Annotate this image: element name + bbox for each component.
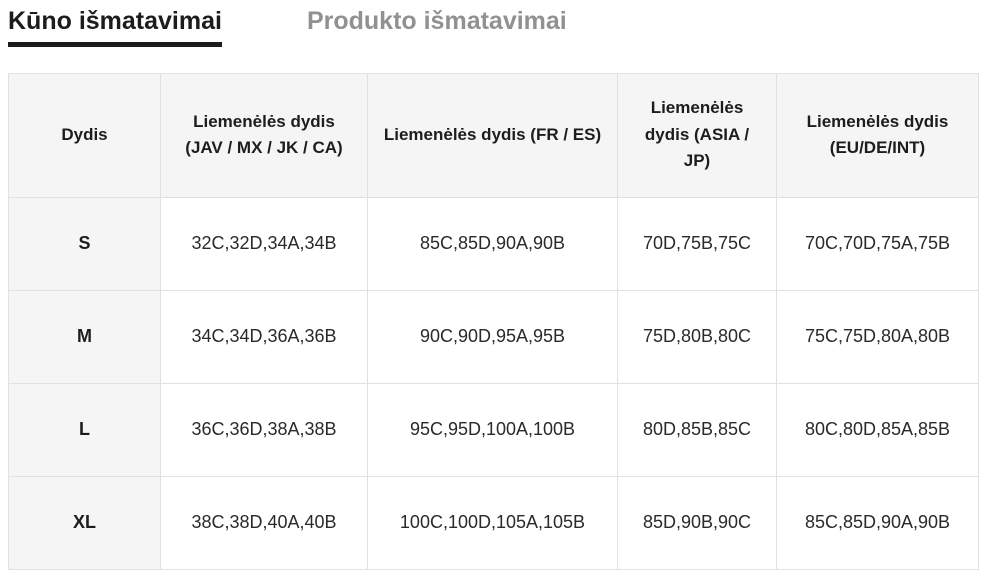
table-row [9,383,979,476]
table-cell: 90C,90D,95A,95B [368,290,618,383]
table-cell: 70C,70D,75A,75B [777,197,979,290]
column-header-eu-de-int: Liemenėlės dydis (EU/DE/INT) [777,73,979,197]
table-cell: 80D,85B,85C [618,383,777,476]
table-cell: 95C,95D,100A,100B [368,383,618,476]
tab-product-measurements[interactable]: Produkto išmatavimai [306,7,567,35]
tab-body-measurements[interactable]: Kūno išmatavimai [8,8,222,47]
table-header-row [9,73,979,197]
column-header-asia-jp: Liemenėlės dydis (ASIA / JP) [618,73,777,197]
size-table [8,73,979,570]
table-row [9,290,979,383]
column-header-size: Dydis [9,73,161,197]
table-cell: 80C,80D,85A,85B [777,383,979,476]
row-label-s: S [9,197,161,290]
row-label-l: L [9,383,161,476]
table-cell: 32C,32D,34A,34B [161,197,368,290]
table-cell: 34C,34D,36A,36B [161,290,368,383]
row-label-xl: XL [9,476,161,569]
table-cell: 85C,85D,90A,90B [368,197,618,290]
table-cell: 85D,90B,90C [618,476,777,569]
table-cell: 75C,75D,80A,80B [777,290,979,383]
row-label-m: M [9,290,161,383]
table-cell: 38C,38D,40A,40B [161,476,368,569]
table-cell: 36C,36D,38A,38B [161,383,368,476]
table-cell: 85C,85D,90A,90B [777,476,979,569]
column-header-fr-es: Liemenėlės dydis (FR / ES) [368,73,618,197]
tab-bar [8,8,978,47]
table-cell: 70D,75B,75C [618,197,777,290]
table-cell: 75D,80B,80C [618,290,777,383]
table-row [9,197,979,290]
table-cell: 100C,100D,105A,105B [368,476,618,569]
table-row [9,476,979,569]
column-header-us: Liemenėlės dydis (JAV / MX / JK / CA) [161,73,368,197]
